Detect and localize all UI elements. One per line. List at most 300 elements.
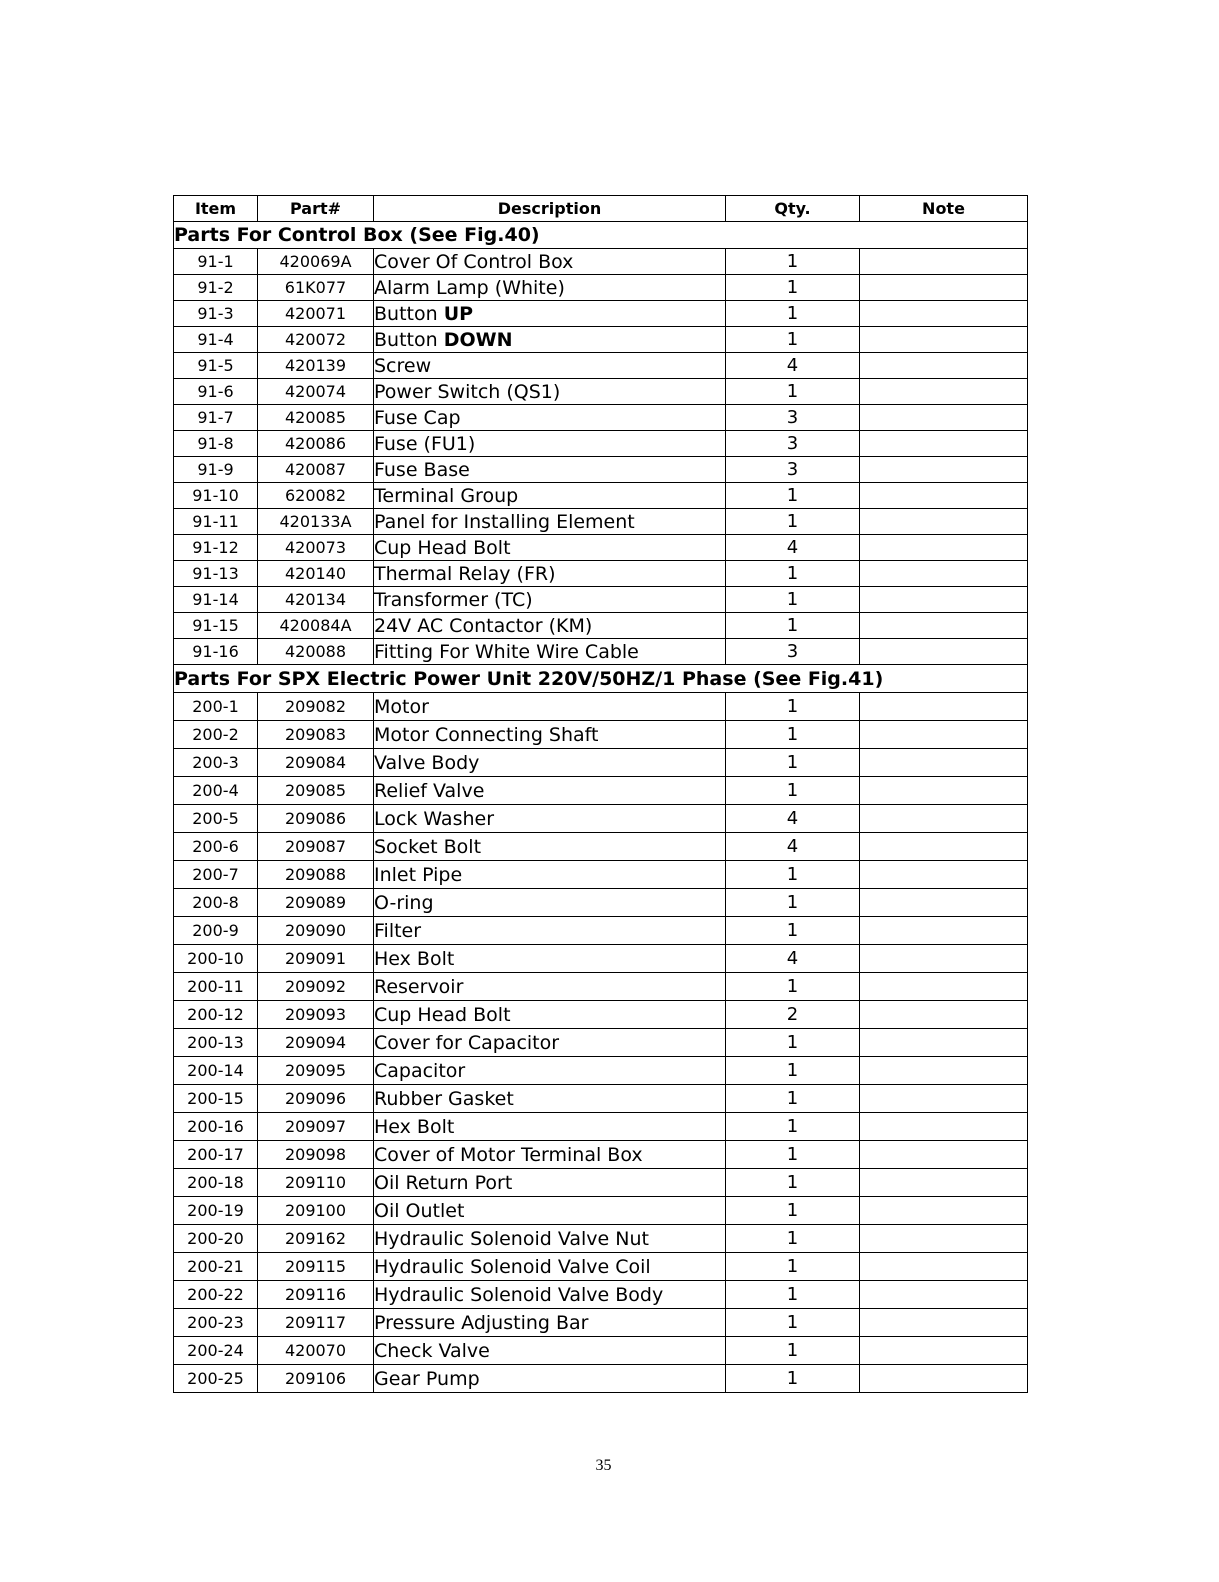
description-text: Hydraulic Solenoid Valve Body xyxy=(374,1283,664,1306)
note-cell xyxy=(860,405,1028,431)
part-number-cell: 420070 xyxy=(258,1337,374,1365)
note-cell xyxy=(860,749,1028,777)
item-cell: 200-24 xyxy=(174,1337,258,1365)
header-row xyxy=(174,196,1028,222)
description-cell xyxy=(374,405,726,431)
header-item: Item xyxy=(174,196,258,222)
qty-cell: 1 xyxy=(726,721,860,749)
description-cell xyxy=(374,805,726,833)
part-number-cell: 209087 xyxy=(258,833,374,861)
description-cell xyxy=(374,1197,726,1225)
part-number-cell: 420088 xyxy=(258,639,374,665)
qty-cell: 1 xyxy=(726,1253,860,1281)
note-cell xyxy=(860,1141,1028,1169)
note-cell xyxy=(860,1085,1028,1113)
note-cell xyxy=(860,561,1028,587)
description-cell xyxy=(374,1337,726,1365)
description-cell xyxy=(374,301,726,327)
note-cell xyxy=(860,249,1028,275)
table-row xyxy=(174,889,1028,917)
item-cell: 200-12 xyxy=(174,1001,258,1029)
table-row xyxy=(174,1001,1028,1029)
part-number-cell: 209116 xyxy=(258,1281,374,1309)
qty-cell: 1 xyxy=(726,1113,860,1141)
part-number-cell: 209088 xyxy=(258,861,374,889)
description-text: Cup Head Bolt xyxy=(374,536,511,559)
note-cell xyxy=(860,379,1028,405)
table-row xyxy=(174,1253,1028,1281)
table-row xyxy=(174,353,1028,379)
item-cell: 200-13 xyxy=(174,1029,258,1057)
note-cell xyxy=(860,1113,1028,1141)
table-row xyxy=(174,483,1028,509)
table-row xyxy=(174,861,1028,889)
header-note: Note xyxy=(860,196,1028,222)
qty-cell: 1 xyxy=(726,749,860,777)
item-cell: 200-10 xyxy=(174,945,258,973)
description-cell xyxy=(374,1225,726,1253)
part-number-cell: 420134 xyxy=(258,587,374,613)
item-cell: 200-19 xyxy=(174,1197,258,1225)
qty-cell: 1 xyxy=(726,917,860,945)
description-text: O-ring xyxy=(374,891,434,914)
table-row xyxy=(174,1309,1028,1337)
part-number-cell: 420133A xyxy=(258,509,374,535)
note-cell xyxy=(860,1281,1028,1309)
item-cell: 91-1 xyxy=(174,249,258,275)
part-number-cell: 209096 xyxy=(258,1085,374,1113)
qty-cell: 1 xyxy=(726,1281,860,1309)
qty-cell: 3 xyxy=(726,457,860,483)
table-row xyxy=(174,509,1028,535)
description-text: Button xyxy=(374,302,444,325)
part-number-cell: 209090 xyxy=(258,917,374,945)
part-number-cell: 620082 xyxy=(258,483,374,509)
qty-cell: 3 xyxy=(726,431,860,457)
qty-cell: 1 xyxy=(726,275,860,301)
item-cell: 200-20 xyxy=(174,1225,258,1253)
table-row xyxy=(174,1225,1028,1253)
qty-cell: 4 xyxy=(726,805,860,833)
table-row xyxy=(174,327,1028,353)
description-text: Valve Body xyxy=(374,751,480,774)
note-cell xyxy=(860,805,1028,833)
description-text: Lock Washer xyxy=(374,807,495,830)
item-cell: 200-18 xyxy=(174,1169,258,1197)
part-number-cell: 209084 xyxy=(258,749,374,777)
description-text: Terminal Group xyxy=(374,484,519,507)
qty-cell: 1 xyxy=(726,483,860,509)
note-cell xyxy=(860,431,1028,457)
item-cell: 91-3 xyxy=(174,301,258,327)
description-text: Capacitor xyxy=(374,1059,466,1082)
table-row xyxy=(174,639,1028,665)
qty-cell: 1 xyxy=(726,1029,860,1057)
qty-cell: 1 xyxy=(726,693,860,721)
description-text: Reservoir xyxy=(374,975,464,998)
description-cell xyxy=(374,1001,726,1029)
item-cell: 91-12 xyxy=(174,535,258,561)
part-number-cell: 209091 xyxy=(258,945,374,973)
note-cell xyxy=(860,353,1028,379)
note-cell xyxy=(860,973,1028,1001)
table-row xyxy=(174,1141,1028,1169)
table-row xyxy=(174,1085,1028,1113)
table-row xyxy=(174,1365,1028,1393)
description-text: Power Switch (QS1) xyxy=(374,380,561,403)
note-cell xyxy=(860,693,1028,721)
table-row xyxy=(174,721,1028,749)
qty-cell: 1 xyxy=(726,889,860,917)
description-text: Panel for Installing Element xyxy=(374,510,635,533)
table-row xyxy=(174,805,1028,833)
description-text: Fuse Cap xyxy=(374,406,461,429)
qty-cell: 1 xyxy=(726,379,860,405)
qty-cell: 1 xyxy=(726,561,860,587)
item-cell: 91-6 xyxy=(174,379,258,405)
note-cell xyxy=(860,1225,1028,1253)
description-text: Motor Connecting Shaft xyxy=(374,723,599,746)
part-number-cell: 420073 xyxy=(258,535,374,561)
description-text: 24V AC Contactor (KM) xyxy=(374,614,593,637)
table-row xyxy=(174,1337,1028,1365)
qty-cell: 1 xyxy=(726,1085,860,1113)
part-number-cell: 420139 xyxy=(258,353,374,379)
description-text: Filter xyxy=(374,919,422,942)
qty-cell: 3 xyxy=(726,639,860,665)
table-row xyxy=(174,1113,1028,1141)
qty-cell: 1 xyxy=(726,861,860,889)
description-cell xyxy=(374,889,726,917)
item-cell: 200-17 xyxy=(174,1141,258,1169)
table-row xyxy=(174,1029,1028,1057)
description-text: Gear Pump xyxy=(374,1367,480,1390)
description-cell xyxy=(374,431,726,457)
description-text: Hex Bolt xyxy=(374,947,455,970)
description-cell xyxy=(374,1029,726,1057)
part-number-cell: 209097 xyxy=(258,1113,374,1141)
qty-cell: 1 xyxy=(726,301,860,327)
description-bold-text: UP xyxy=(443,302,474,325)
note-cell xyxy=(860,1309,1028,1337)
description-cell xyxy=(374,833,726,861)
description-cell xyxy=(374,973,726,1001)
description-text: Rubber Gasket xyxy=(374,1087,514,1110)
note-cell xyxy=(860,1365,1028,1393)
table-row xyxy=(174,693,1028,721)
item-cell: 200-5 xyxy=(174,805,258,833)
table-row xyxy=(174,1169,1028,1197)
qty-cell: 1 xyxy=(726,1309,860,1337)
table-row xyxy=(174,973,1028,1001)
note-cell xyxy=(860,639,1028,665)
item-cell: 200-7 xyxy=(174,861,258,889)
table-row xyxy=(174,749,1028,777)
note-cell xyxy=(860,917,1028,945)
part-number-cell: 209089 xyxy=(258,889,374,917)
description-cell xyxy=(374,1169,726,1197)
note-cell xyxy=(860,535,1028,561)
description-cell xyxy=(374,693,726,721)
header-qty: Qty. xyxy=(726,196,860,222)
item-cell: 200-6 xyxy=(174,833,258,861)
table-row xyxy=(174,561,1028,587)
item-cell: 91-11 xyxy=(174,509,258,535)
parts-table xyxy=(173,195,1028,1393)
description-text: Pressure Adjusting Bar xyxy=(374,1311,589,1334)
description-cell xyxy=(374,457,726,483)
qty-cell: 1 xyxy=(726,1169,860,1197)
description-text: Alarm Lamp (White) xyxy=(374,276,565,299)
item-cell: 91-8 xyxy=(174,431,258,457)
part-number-cell: 209093 xyxy=(258,1001,374,1029)
part-number-cell: 209106 xyxy=(258,1365,374,1393)
item-cell: 200-4 xyxy=(174,777,258,805)
description-cell xyxy=(374,1253,726,1281)
note-cell xyxy=(860,1169,1028,1197)
table-row xyxy=(174,587,1028,613)
note-cell xyxy=(860,483,1028,509)
description-cell xyxy=(374,483,726,509)
description-text: Fitting For White Wire Cable xyxy=(374,640,639,663)
description-text: Hydraulic Solenoid Valve Coil xyxy=(374,1255,651,1278)
description-cell xyxy=(374,721,726,749)
description-cell xyxy=(374,1057,726,1085)
table-row xyxy=(174,431,1028,457)
description-cell xyxy=(374,613,726,639)
table-row xyxy=(174,457,1028,483)
part-number-cell: 209100 xyxy=(258,1197,374,1225)
section-header-row xyxy=(174,222,1028,249)
item-cell: 91-7 xyxy=(174,405,258,431)
note-cell xyxy=(860,1197,1028,1225)
description-cell xyxy=(374,777,726,805)
part-number-cell: 209117 xyxy=(258,1309,374,1337)
note-cell xyxy=(860,1337,1028,1365)
qty-cell: 1 xyxy=(726,1225,860,1253)
part-number-cell: 209162 xyxy=(258,1225,374,1253)
item-cell: 200-16 xyxy=(174,1113,258,1141)
note-cell xyxy=(860,1057,1028,1085)
description-text: Fuse Base xyxy=(374,458,470,481)
qty-cell: 1 xyxy=(726,613,860,639)
qty-cell: 2 xyxy=(726,1001,860,1029)
part-number-cell: 420087 xyxy=(258,457,374,483)
qty-cell: 1 xyxy=(726,327,860,353)
qty-cell: 1 xyxy=(726,1197,860,1225)
description-cell xyxy=(374,749,726,777)
item-cell: 200-9 xyxy=(174,917,258,945)
item-cell: 200-22 xyxy=(174,1281,258,1309)
description-cell xyxy=(374,275,726,301)
description-cell xyxy=(374,509,726,535)
qty-cell: 4 xyxy=(726,945,860,973)
description-cell xyxy=(374,249,726,275)
table-row xyxy=(174,917,1028,945)
description-text: Hydraulic Solenoid Valve Nut xyxy=(374,1227,649,1250)
qty-cell: 4 xyxy=(726,833,860,861)
item-cell: 91-5 xyxy=(174,353,258,379)
part-number-cell: 209092 xyxy=(258,973,374,1001)
description-text: Screw xyxy=(374,354,432,377)
part-number-cell: 420072 xyxy=(258,327,374,353)
description-cell xyxy=(374,1113,726,1141)
table-row xyxy=(174,1281,1028,1309)
description-text: Socket Bolt xyxy=(374,835,482,858)
item-cell: 91-16 xyxy=(174,639,258,665)
description-text: Cup Head Bolt xyxy=(374,1003,511,1026)
description-cell xyxy=(374,1085,726,1113)
description-text: Transformer (TC) xyxy=(374,588,533,611)
description-cell xyxy=(374,1365,726,1393)
item-cell: 200-15 xyxy=(174,1085,258,1113)
note-cell xyxy=(860,327,1028,353)
table-row xyxy=(174,535,1028,561)
description-cell xyxy=(374,1309,726,1337)
table-body xyxy=(174,222,1028,1393)
description-text: Button xyxy=(374,328,444,351)
description-cell xyxy=(374,861,726,889)
item-cell: 91-13 xyxy=(174,561,258,587)
qty-cell: 4 xyxy=(726,353,860,379)
section-title: Parts For Control Box (See Fig.40) xyxy=(174,222,1028,249)
item-cell: 91-9 xyxy=(174,457,258,483)
note-cell xyxy=(860,861,1028,889)
description-cell xyxy=(374,1141,726,1169)
part-number-cell: 420069A xyxy=(258,249,374,275)
qty-cell: 1 xyxy=(726,1057,860,1085)
part-number-cell: 420086 xyxy=(258,431,374,457)
description-cell xyxy=(374,327,726,353)
qty-cell: 1 xyxy=(726,777,860,805)
item-cell: 91-15 xyxy=(174,613,258,639)
qty-cell: 1 xyxy=(726,509,860,535)
table-row xyxy=(174,301,1028,327)
table-row xyxy=(174,1057,1028,1085)
part-number-cell: 209098 xyxy=(258,1141,374,1169)
description-cell xyxy=(374,917,726,945)
description-bold-text: DOWN xyxy=(443,328,513,351)
description-text: Inlet Pipe xyxy=(374,863,463,886)
qty-cell: 3 xyxy=(726,405,860,431)
note-cell xyxy=(860,275,1028,301)
note-cell xyxy=(860,613,1028,639)
part-number-cell: 209094 xyxy=(258,1029,374,1057)
item-cell: 200-3 xyxy=(174,749,258,777)
note-cell xyxy=(860,945,1028,973)
note-cell xyxy=(860,777,1028,805)
note-cell xyxy=(860,889,1028,917)
table-row xyxy=(174,777,1028,805)
header-part: Part# xyxy=(258,196,374,222)
item-cell: 200-21 xyxy=(174,1253,258,1281)
qty-cell: 1 xyxy=(726,1141,860,1169)
note-cell xyxy=(860,587,1028,613)
description-text: Hex Bolt xyxy=(374,1115,455,1138)
note-cell xyxy=(860,1253,1028,1281)
item-cell: 200-23 xyxy=(174,1309,258,1337)
page-number: 35 xyxy=(595,1457,612,1474)
description-cell xyxy=(374,535,726,561)
part-number-cell: 420074 xyxy=(258,379,374,405)
qty-cell: 1 xyxy=(726,249,860,275)
description-cell xyxy=(374,639,726,665)
item-cell: 91-4 xyxy=(174,327,258,353)
part-number-cell: 420084A xyxy=(258,613,374,639)
table-row xyxy=(174,945,1028,973)
description-text: Motor xyxy=(374,695,429,718)
description-cell xyxy=(374,1281,726,1309)
note-cell xyxy=(860,721,1028,749)
description-text: Relief Valve xyxy=(374,779,485,802)
header-description: Description xyxy=(374,196,726,222)
description-text: Cover for Capacitor xyxy=(374,1031,560,1054)
table-row xyxy=(174,1197,1028,1225)
part-number-cell: 209095 xyxy=(258,1057,374,1085)
part-number-cell: 420140 xyxy=(258,561,374,587)
item-cell: 91-2 xyxy=(174,275,258,301)
item-cell: 200-11 xyxy=(174,973,258,1001)
description-cell xyxy=(374,945,726,973)
description-text: Oil Return Port xyxy=(374,1171,513,1194)
description-text: Cover of Motor Terminal Box xyxy=(374,1143,643,1166)
part-number-cell: 209082 xyxy=(258,693,374,721)
qty-cell: 4 xyxy=(726,535,860,561)
table-row xyxy=(174,379,1028,405)
table-row xyxy=(174,249,1028,275)
table-row xyxy=(174,275,1028,301)
note-cell xyxy=(860,509,1028,535)
note-cell xyxy=(860,457,1028,483)
item-cell: 91-10 xyxy=(174,483,258,509)
item-cell: 91-14 xyxy=(174,587,258,613)
description-text: Fuse (FU1) xyxy=(374,432,476,455)
table-row xyxy=(174,405,1028,431)
description-cell xyxy=(374,587,726,613)
part-number-cell: 420085 xyxy=(258,405,374,431)
description-cell xyxy=(374,379,726,405)
item-cell: 200-8 xyxy=(174,889,258,917)
qty-cell: 1 xyxy=(726,973,860,1001)
table-row xyxy=(174,833,1028,861)
note-cell xyxy=(860,1001,1028,1029)
part-number-cell: 209086 xyxy=(258,805,374,833)
qty-cell: 1 xyxy=(726,1337,860,1365)
description-cell xyxy=(374,353,726,379)
note-cell xyxy=(860,833,1028,861)
description-text: Check Valve xyxy=(374,1339,490,1362)
item-cell: 200-2 xyxy=(174,721,258,749)
part-number-cell: 209083 xyxy=(258,721,374,749)
part-number-cell: 420071 xyxy=(258,301,374,327)
item-cell: 200-14 xyxy=(174,1057,258,1085)
description-text: Oil Outlet xyxy=(374,1199,465,1222)
description-text: Cover Of Control Box xyxy=(374,250,574,273)
section-title: Parts For SPX Electric Power Unit 220V/50HZ/1 Phase (See Fig.41) xyxy=(174,665,1028,693)
part-number-cell: 209110 xyxy=(258,1169,374,1197)
table-row xyxy=(174,613,1028,639)
note-cell xyxy=(860,1029,1028,1057)
note-cell xyxy=(860,301,1028,327)
description-cell xyxy=(374,561,726,587)
part-number-cell: 209115 xyxy=(258,1253,374,1281)
part-number-cell: 61K077 xyxy=(258,275,374,301)
section-header-row xyxy=(174,665,1028,693)
qty-cell: 1 xyxy=(726,1365,860,1393)
part-number-cell: 209085 xyxy=(258,777,374,805)
qty-cell: 1 xyxy=(726,587,860,613)
description-text: Thermal Relay (FR) xyxy=(374,562,556,585)
